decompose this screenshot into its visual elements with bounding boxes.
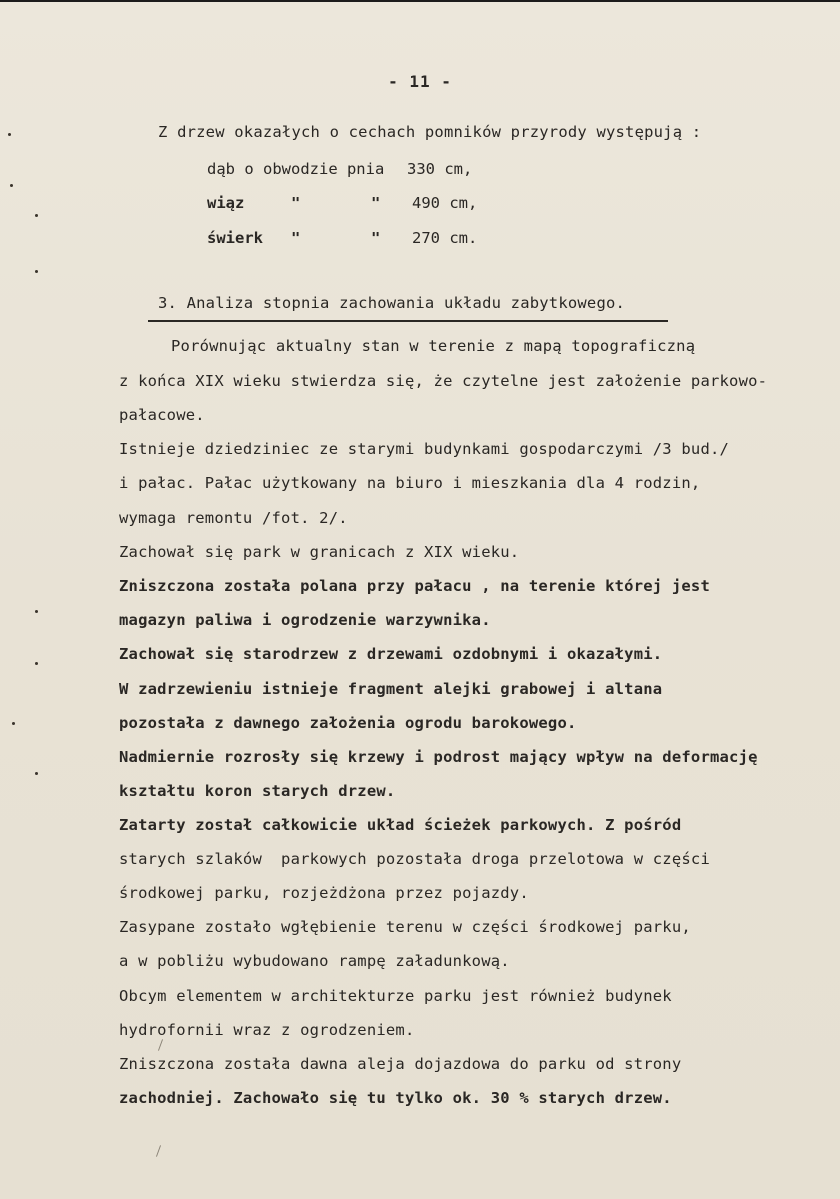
body-line: W zadrzewieniu istnieje fragment alejki grabowej i altana xyxy=(119,680,663,698)
body-line: kształtu koron starych drzew. xyxy=(119,782,396,800)
margin-speck xyxy=(35,214,38,217)
ditto-mark: " xyxy=(291,194,301,212)
body-line: Zachował się park w granicach z XIX wieku. xyxy=(119,543,520,561)
page-number: - 11 - xyxy=(388,72,452,91)
body-line: pałacowe. xyxy=(119,406,205,424)
margin-speck xyxy=(12,722,15,725)
ditto-mark: " xyxy=(371,194,381,212)
body-line: Zatarty został całkowicie układ ścieżek parkowych. Z pośród xyxy=(119,816,682,834)
body-line: i pałac. Pałac użytkowany na biuro i mieszkania dla 4 rodzin, xyxy=(119,474,701,492)
paper-scratch xyxy=(158,1039,163,1051)
heading-underline xyxy=(148,320,668,322)
body-line: starych szlaków parkowych pozostała droga przelotowa w części xyxy=(119,850,710,868)
body-line: zachodniej. Zachowało się tu tylko ok. 30 % starych drzew. xyxy=(119,1089,672,1107)
body-line: Zasypane zostało wgłębienie terenu w części środkowej parku, xyxy=(119,918,691,936)
margin-speck xyxy=(35,270,38,273)
margin-speck xyxy=(35,610,38,613)
paper-scratch xyxy=(156,1145,161,1157)
ditto-mark: " xyxy=(371,229,381,247)
body-line: Istnieje dziedziniec ze starymi budynkami gospodarczymi /3 bud./ xyxy=(119,440,730,458)
body-line: z końca XIX wieku stwierdza się, że czytelne jest założenie parkowo- xyxy=(119,372,768,390)
tree-name: wiąz xyxy=(207,194,245,212)
body-line: Obcym elementem w architekturze parku jest również budynek xyxy=(119,987,672,1005)
body-line: Zniszczona została polana przy pałacu , na terenie której jest xyxy=(119,577,710,595)
tree-name: świerk xyxy=(207,229,263,247)
body-line: pozostała z dawnego założenia ogrodu barokowego. xyxy=(119,714,577,732)
body-line: Nadmiernie rozrosły się krzewy i podrost mający wpływ na deformację xyxy=(119,748,758,766)
tree-name: dąb o obwodzie pnia xyxy=(207,160,385,178)
tree-girth: 330 cm, xyxy=(407,160,473,178)
margin-speck xyxy=(35,662,38,665)
body-line: magazyn paliwa i ogrodzenie warzywnika. xyxy=(119,611,491,629)
tree-girth: 490 cm, xyxy=(412,194,478,212)
body-line: środkowej parku, rozjeżdżona przez pojazdy. xyxy=(119,884,529,902)
body-line: hydrofornii wraz z ogrodzeniem. xyxy=(119,1021,415,1039)
tree-row xyxy=(207,160,627,180)
tree-row xyxy=(207,229,627,249)
body-line: Porównując aktualny stan w terenie z mapą topograficzną xyxy=(171,337,696,355)
tree-row xyxy=(207,194,627,214)
body-line: wymaga remontu /fot. 2/. xyxy=(119,509,348,527)
section-heading: 3. Analiza stopnia zachowania układu zabytkowego. xyxy=(158,294,626,312)
body-line: a w pobliżu wybudowano rampę załadunkową. xyxy=(119,952,510,970)
body-line: Zachował się starodrzew z drzewami ozdobnymi i okazałymi. xyxy=(119,645,663,663)
ditto-mark: " xyxy=(291,229,301,247)
margin-speck xyxy=(35,772,38,775)
body-line: Zniszczona została dawna aleja dojazdowa do parku od strony xyxy=(119,1055,682,1073)
tree-girth: 270 cm. xyxy=(412,229,478,247)
margin-speck xyxy=(8,133,11,136)
intro-line: Z drzew okazałych o cechach pomników przyrody występują : xyxy=(158,123,702,141)
margin-speck xyxy=(10,184,13,187)
